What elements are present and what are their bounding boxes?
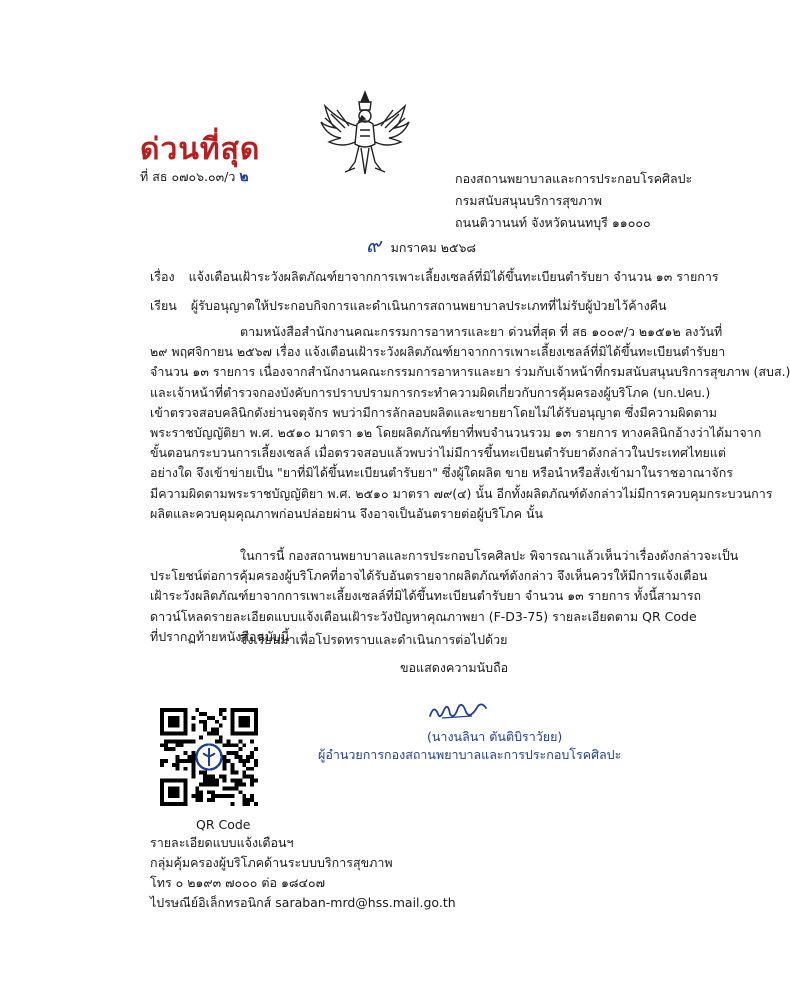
- date-month-year: มกราคม ๒๕๖๘: [390, 240, 477, 255]
- paragraph-line: ขั้นตอนกระบวนการเลี้ยงเซลล์ เมื่อตรวจสอบแล้วพบว่าไม่มีการขึ้นทะเบียนตำรับยาดังกล่าวในประเทศไทยแต่: [150, 445, 726, 461]
- paragraph-line: ดาวน์โหลดรายละเอียดแบบแจ้งเตือนเฝ้าระวังปัญหาคุณภาพยา (F-D3-75) รายละเอียดตาม QR Code: [150, 608, 697, 624]
- sender-address: [455, 170, 692, 232]
- sender-street: ถนนติวานนท์ จังหวัดนนทบุรี ๑๑๐๐๐: [455, 215, 651, 230]
- subject-label: เรื่อง: [150, 269, 175, 284]
- contact-phone: โทร ๐ ๒๑๙๓ ๗๐๐๐ ต่อ ๑๘๔๐๗: [150, 875, 326, 890]
- recipient-line: [150, 297, 667, 315]
- sender-office: กองสถานพยาบาลและการประกอบโรคศิลปะ: [455, 171, 693, 186]
- body-paragraph-1: [150, 322, 790, 524]
- paragraph-line: ในการนี้ กองสถานพยาบาลและการประกอบโรคศิลปะ พิจารณาแล้วเห็นว่าเรื่องดังกล่าวจะเป็น: [240, 548, 739, 563]
- date-day-handwritten: ๙: [366, 233, 381, 257]
- garuda-emblem: [315, 88, 415, 180]
- qr-caption: QR Code: [196, 817, 251, 832]
- paragraph-line: ที่ปรากฏท้ายหนังสือฉบับนี้: [150, 628, 290, 644]
- paragraph-line: พระราชบัญญัติยา พ.ศ. ๒๕๑๐ มาตรา ๑๒ โดยผลิตภัณฑ์ยาที่พบจำนวนรวม ๑๓ รายการ ทางคลินิกอ้างว่าได้มาจาก: [150, 425, 762, 441]
- signature: [424, 698, 490, 724]
- document-date: [366, 233, 477, 257]
- signatory-name: (นางนลินา ตันติบิราวัยย): [427, 729, 563, 744]
- paragraph-line: จำนวน ๑๓ รายการ เนื่องจากสำนักงานคณะกรรมการอาหารและยา ร่วมกับเจ้าหน้าที่กรมสนับสนุนบริการสุขภาพ (สบส.): [150, 364, 790, 380]
- qr-description: รายละเอียดแบบแจ้งเตือนฯ: [150, 835, 294, 850]
- paragraph-line: และเจ้าหน้าที่ตำรวจกองบังคับการปราบปรามการกระทำความผิดเกี่ยวกับการคุ้มครองผู้บริโภค (บก.ปคบ.): [150, 384, 711, 400]
- signatory-title: ผู้อำนวยการกองสถานพยาบาลและการประกอบโรคศิลปะ: [318, 747, 622, 762]
- document-number-text: ที่ สธ ๐๗๐๖.๐๓/ว: [140, 169, 236, 184]
- urgency-stamp: ด่วนที่สุด: [140, 132, 261, 167]
- contact-email: ไปรษณีย์อิเล็กทรอนิกส์ saraban-mrd@hss.mail.go.th: [150, 895, 456, 910]
- document-number-handwritten: ๒: [239, 169, 249, 185]
- closing-request: จึงเรียนมาเพื่อโปรดทราบและดำเนินการต่อไปด้วย: [240, 632, 508, 647]
- recipient-text: ผู้รับอนุญาตให้ประกอบกิจการและดำเนินการสถานพยาบาลประเภทที่ไม่รับผู้ป่วยไว้ค้างคืน: [190, 298, 667, 313]
- paragraph-line: อย่างใด จึงเข้าข่ายเป็น "ยาที่มิได้ขึ้นทะเบียนตำรับยา" ซึ่งผู้ใดผลิต ขาย หรือนำหรือสั่งเข้ามาในราชอาณาจักร: [150, 465, 733, 481]
- paragraph-line: มีความผิดตามพระราชบัญญัติยา พ.ศ. ๒๕๑๐ มาตรา ๗๙(๔) นั้น อีกทั้งผลิตภัณฑ์ดังกล่าวไม่มีการควบคุมกระบวนการ: [150, 485, 773, 501]
- contact-department: กลุ่มคุ้มครองผู้บริโภคด้านระบบบริการสุขภาพ: [150, 855, 393, 870]
- paragraph-line: เฝ้าระวังผลิตภัณฑ์ยาจากการเพาะเลี้ยงเซลล์ที่มิได้ขึ้นทะเบียนตำรับยา จำนวน ๑๓ รายการ ทั้งนี้สามารถ: [150, 588, 702, 604]
- document-number: [140, 168, 249, 186]
- subject-text: แจ้งเตือนเฝ้าระวังผลิตภัณฑ์ยาจากการเพาะเลี้ยงเซลล์ที่มิได้ขึ้นทะเบียนตำรับยา จำนวน ๑๓ รายการ: [188, 269, 719, 284]
- paragraph-line: ตามหนังสือสำนักงานคณะกรรมการอาหารและยา ด่วนที่สุด ที่ สธ ๑๐๐๙/ว ๒๑๕๑๒ ลงวันที่: [240, 324, 723, 339]
- paragraph-line: เข้าตรวจสอบคลินิกดังย่านจตุจักร พบว่ามีการลักลอบผลิตและขายยาโดยไม่ได้รับอนุญาต ซึ่งมีความผิดตาม: [150, 404, 718, 420]
- closing-salutation: ขอแสดงความนับถือ: [400, 660, 509, 675]
- paragraph-line: ผลิตและควบคุมคุณภาพก่อนปล่อยผ่าน จึงอาจเป็นอันตรายต่อผู้บริโภค นั้น: [150, 505, 544, 521]
- paragraph-line: ๒๙ พฤศจิกายน ๒๕๖๗ เรื่อง แจ้งเตือนเฝ้าระวังผลิตภัณฑ์ยาจากการเพาะเลี้ยงเซลล์ที่มิได้ขึ้นทะเบียนตำรับยา: [150, 344, 726, 360]
- paragraph-line: ประโยชน์ต่อการคุ้มครองผู้บริโภคที่อาจได้รับอันตรายจากผลิตภัณฑ์ดังกล่าว จึงเห็นควรให้มีการแจ้งเตือน: [150, 568, 708, 584]
- qr-code[interactable]: [160, 708, 258, 806]
- subject-line: [150, 268, 719, 286]
- sender-department: กรมสนับสนุนบริการสุขภาพ: [455, 193, 602, 208]
- recipient-label: เรียน: [150, 298, 177, 313]
